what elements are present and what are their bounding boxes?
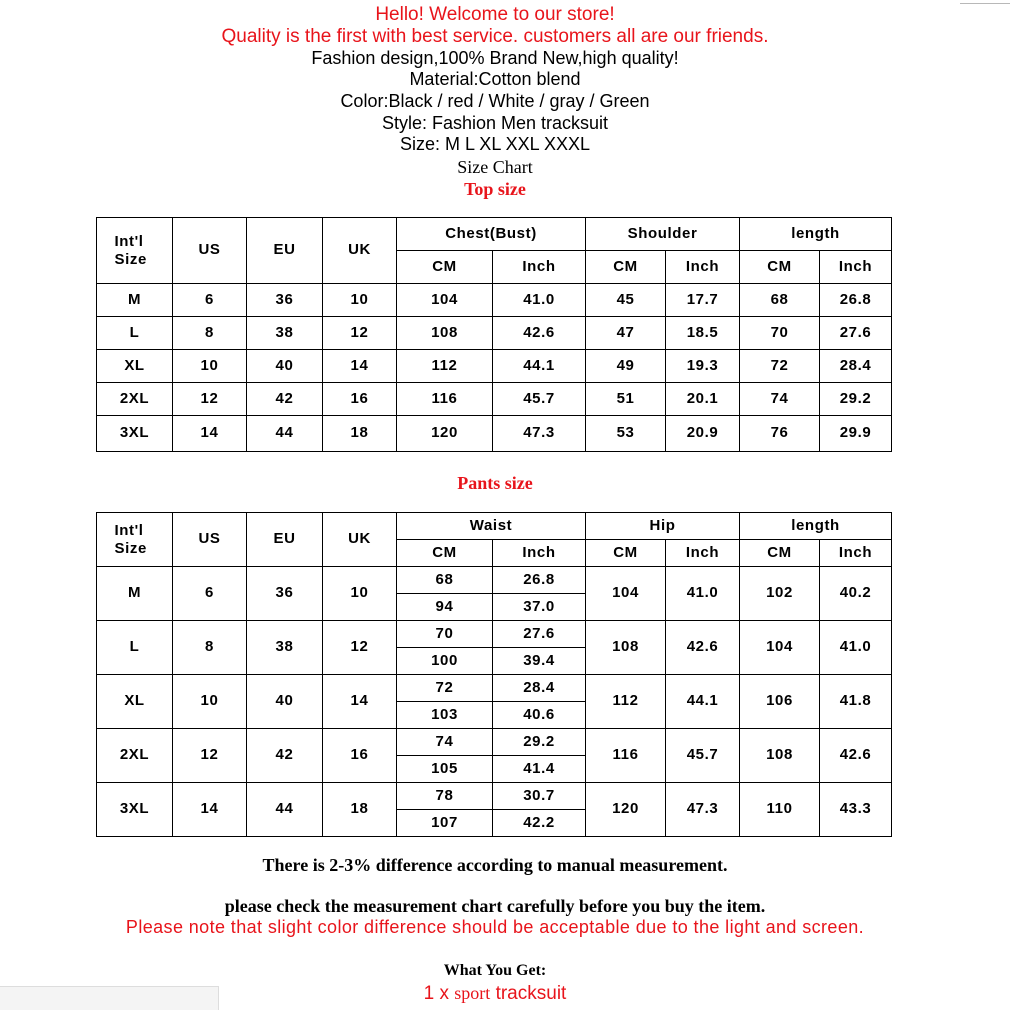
table-cell: 17.7 [666, 284, 740, 317]
style-text: Style: Fashion Men tracksuit [381, 113, 609, 133]
pants-header-length: length [740, 513, 892, 540]
table-cell: 42.6 [493, 317, 586, 350]
top-header-uk: UK [323, 218, 397, 284]
table-cell: 100 [397, 648, 493, 675]
table-row [97, 675, 892, 702]
table-row [97, 383, 892, 416]
pants-header-waist: Waist [397, 513, 586, 540]
what-you-get-label: What You Get: [443, 962, 547, 979]
table-cell: 112 [586, 675, 666, 729]
table-cell: 72 [740, 350, 820, 383]
pants-size-table [96, 512, 892, 837]
table-cell: 6 [173, 284, 247, 317]
table-cell: 18 [323, 416, 397, 452]
table-cell: 72 [397, 675, 493, 702]
table-cell: 6 [173, 567, 247, 621]
table-cell: 29.2 [493, 729, 586, 756]
table-cell: 37.0 [493, 594, 586, 621]
pants-header-uk: UK [323, 513, 397, 567]
table-cell: 3XL [97, 783, 173, 837]
table-cell: 105 [397, 756, 493, 783]
table-cell: 38 [247, 621, 323, 675]
table-cell: 36 [247, 567, 323, 621]
table-cell: 106 [740, 675, 820, 729]
top-header-length: length [740, 218, 892, 251]
top-header-chest-cm: CM [397, 251, 493, 284]
table-cell: 68 [397, 567, 493, 594]
table-cell: 108 [397, 317, 493, 350]
table-cell: 27.6 [820, 317, 892, 350]
bottom-left-bar [0, 986, 219, 1010]
table-cell: 26.8 [820, 284, 892, 317]
table-cell: 10 [323, 284, 397, 317]
table-row [97, 729, 892, 756]
table-cell: 18.5 [666, 317, 740, 350]
table-cell: 74 [740, 383, 820, 416]
table-cell: 28.4 [820, 350, 892, 383]
table-cell: 10 [173, 675, 247, 729]
table-cell: 42 [247, 383, 323, 416]
table-cell: 27.6 [493, 621, 586, 648]
top-size-title: Top size [464, 179, 526, 199]
table-cell: 47.3 [666, 783, 740, 837]
table-cell: 19.3 [666, 350, 740, 383]
pants-header-eu: EU [247, 513, 323, 567]
top-header-length-cm: CM [740, 251, 820, 284]
table-cell: 42.6 [666, 621, 740, 675]
top-header-shoulder-cm: CM [586, 251, 666, 284]
table-cell: 116 [586, 729, 666, 783]
table-cell: L [97, 317, 173, 350]
table-cell: 12 [173, 383, 247, 416]
table-cell: 116 [397, 383, 493, 416]
pants-header-intl-size: Int'l Size [97, 513, 173, 567]
table-cell: 44.1 [493, 350, 586, 383]
table-cell: 108 [740, 729, 820, 783]
material-text: Material:Cotton blend [409, 69, 581, 89]
table-cell: 120 [397, 416, 493, 452]
table-cell: 44.1 [666, 675, 740, 729]
item-quantity: 1 x [423, 983, 450, 1004]
top-header-intl-size: Int'l Size [97, 218, 173, 284]
table-cell: M [97, 284, 173, 317]
pants-header-hip-cm: CM [586, 540, 666, 567]
table-cell: 14 [323, 350, 397, 383]
table-cell: M [97, 567, 173, 621]
table-row [97, 621, 892, 648]
table-cell: 104 [397, 284, 493, 317]
table-row [97, 350, 892, 383]
table-cell: 16 [323, 383, 397, 416]
table-row [97, 317, 892, 350]
table-cell: 74 [397, 729, 493, 756]
color-difference-note: Please note that slight color difference should be acceptable due to the light and screen. [125, 917, 865, 937]
pants-size-title: Pants size [457, 473, 533, 493]
table-cell: 104 [740, 621, 820, 675]
table-cell: XL [97, 350, 173, 383]
table-cell: 10 [173, 350, 247, 383]
top-header-chest: Chest(Bust) [397, 218, 586, 251]
table-cell: 36 [247, 284, 323, 317]
table-cell: 39.4 [493, 648, 586, 675]
greeting-text: Hello! Welcome to our store! [375, 4, 615, 25]
top-header-shoulder-inch: Inch [666, 251, 740, 284]
pants-header-hip-inch: Inch [666, 540, 740, 567]
table-cell: 12 [323, 317, 397, 350]
table-cell: 16 [323, 729, 397, 783]
table-cell: 78 [397, 783, 493, 810]
top-header-shoulder: Shoulder [586, 218, 740, 251]
table-cell: 14 [323, 675, 397, 729]
table-cell: 107 [397, 810, 493, 837]
table-cell: 41.8 [820, 675, 892, 729]
table-cell: 45.7 [666, 729, 740, 783]
table-cell: 120 [586, 783, 666, 837]
top-header-eu: EU [247, 218, 323, 284]
table-cell: 38 [247, 317, 323, 350]
table-cell: 70 [740, 317, 820, 350]
item-tracksuit: tracksuit [495, 983, 567, 1004]
table-cell: 47.3 [493, 416, 586, 452]
size-text: Size: M L XL XXL XXXL [399, 134, 591, 154]
top-size-table [96, 217, 892, 452]
table-cell: 14 [173, 783, 247, 837]
measurement-difference-note: There is 2-3% difference according to manual measurement. [262, 855, 728, 875]
table-cell: 112 [397, 350, 493, 383]
table-cell: 18 [323, 783, 397, 837]
table-cell: 20.9 [666, 416, 740, 452]
table-cell: 76 [740, 416, 820, 452]
table-cell: 68 [740, 284, 820, 317]
table-row [97, 284, 892, 317]
table-cell: 45 [586, 284, 666, 317]
table-cell: 47 [586, 317, 666, 350]
table-row [97, 416, 892, 452]
pants-header-length-inch: Inch [820, 540, 892, 567]
pants-header-length-cm: CM [740, 540, 820, 567]
table-cell: 30.7 [493, 783, 586, 810]
table-cell: 20.1 [666, 383, 740, 416]
table-cell: 12 [173, 729, 247, 783]
table-cell: 51 [586, 383, 666, 416]
table-cell: 108 [586, 621, 666, 675]
check-chart-note: please check the measurement chart carefully before you buy the item. [224, 896, 766, 916]
table-cell: 94 [397, 594, 493, 621]
table-cell: 10 [323, 567, 397, 621]
table-cell: 41.0 [666, 567, 740, 621]
table-cell: 12 [323, 621, 397, 675]
table-cell: 103 [397, 702, 493, 729]
table-cell: 42 [247, 729, 323, 783]
table-row [97, 567, 892, 594]
table-cell: 28.4 [493, 675, 586, 702]
table-cell: 40 [247, 350, 323, 383]
table-cell: XL [97, 675, 173, 729]
table-cell: 42.2 [493, 810, 586, 837]
table-cell: 40.6 [493, 702, 586, 729]
item-sport: sport [454, 983, 491, 1003]
table-cell: 2XL [97, 383, 173, 416]
table-cell: 45.7 [493, 383, 586, 416]
table-cell: 14 [173, 416, 247, 452]
table-cell: 41.4 [493, 756, 586, 783]
table-cell: 42.6 [820, 729, 892, 783]
top-header-length-inch: Inch [820, 251, 892, 284]
top-header-chest-inch: Inch [493, 251, 586, 284]
size-chart-title: Size Chart [457, 157, 533, 177]
table-cell: 49 [586, 350, 666, 383]
color-text: Color:Black / red / White / gray / Green [340, 91, 650, 111]
table-cell: 40.2 [820, 567, 892, 621]
table-cell: 29.9 [820, 416, 892, 452]
table-cell: 26.8 [493, 567, 586, 594]
table-cell: 102 [740, 567, 820, 621]
table-cell: 8 [173, 621, 247, 675]
table-cell: 44 [247, 416, 323, 452]
pants-header-waist-cm: CM [397, 540, 493, 567]
pants-header-us: US [173, 513, 247, 567]
table-cell: 44 [247, 783, 323, 837]
table-cell: 53 [586, 416, 666, 452]
table-cell: 104 [586, 567, 666, 621]
service-text: Quality is the first with best service. customers all are our friends. [221, 26, 769, 47]
design-text: Fashion design,100% Brand New,high quality! [311, 48, 679, 68]
table-cell: 41.0 [820, 621, 892, 675]
table-row [97, 783, 892, 810]
table-cell: 3XL [97, 416, 173, 452]
table-cell: 110 [740, 783, 820, 837]
table-cell: 41.0 [493, 284, 586, 317]
pants-header-hip: Hip [586, 513, 740, 540]
pants-header-waist-inch: Inch [493, 540, 586, 567]
table-cell: 2XL [97, 729, 173, 783]
table-cell: 29.2 [820, 383, 892, 416]
table-cell: L [97, 621, 173, 675]
top-header-us: US [173, 218, 247, 284]
table-cell: 70 [397, 621, 493, 648]
table-cell: 8 [173, 317, 247, 350]
table-cell: 43.3 [820, 783, 892, 837]
table-cell: 40 [247, 675, 323, 729]
